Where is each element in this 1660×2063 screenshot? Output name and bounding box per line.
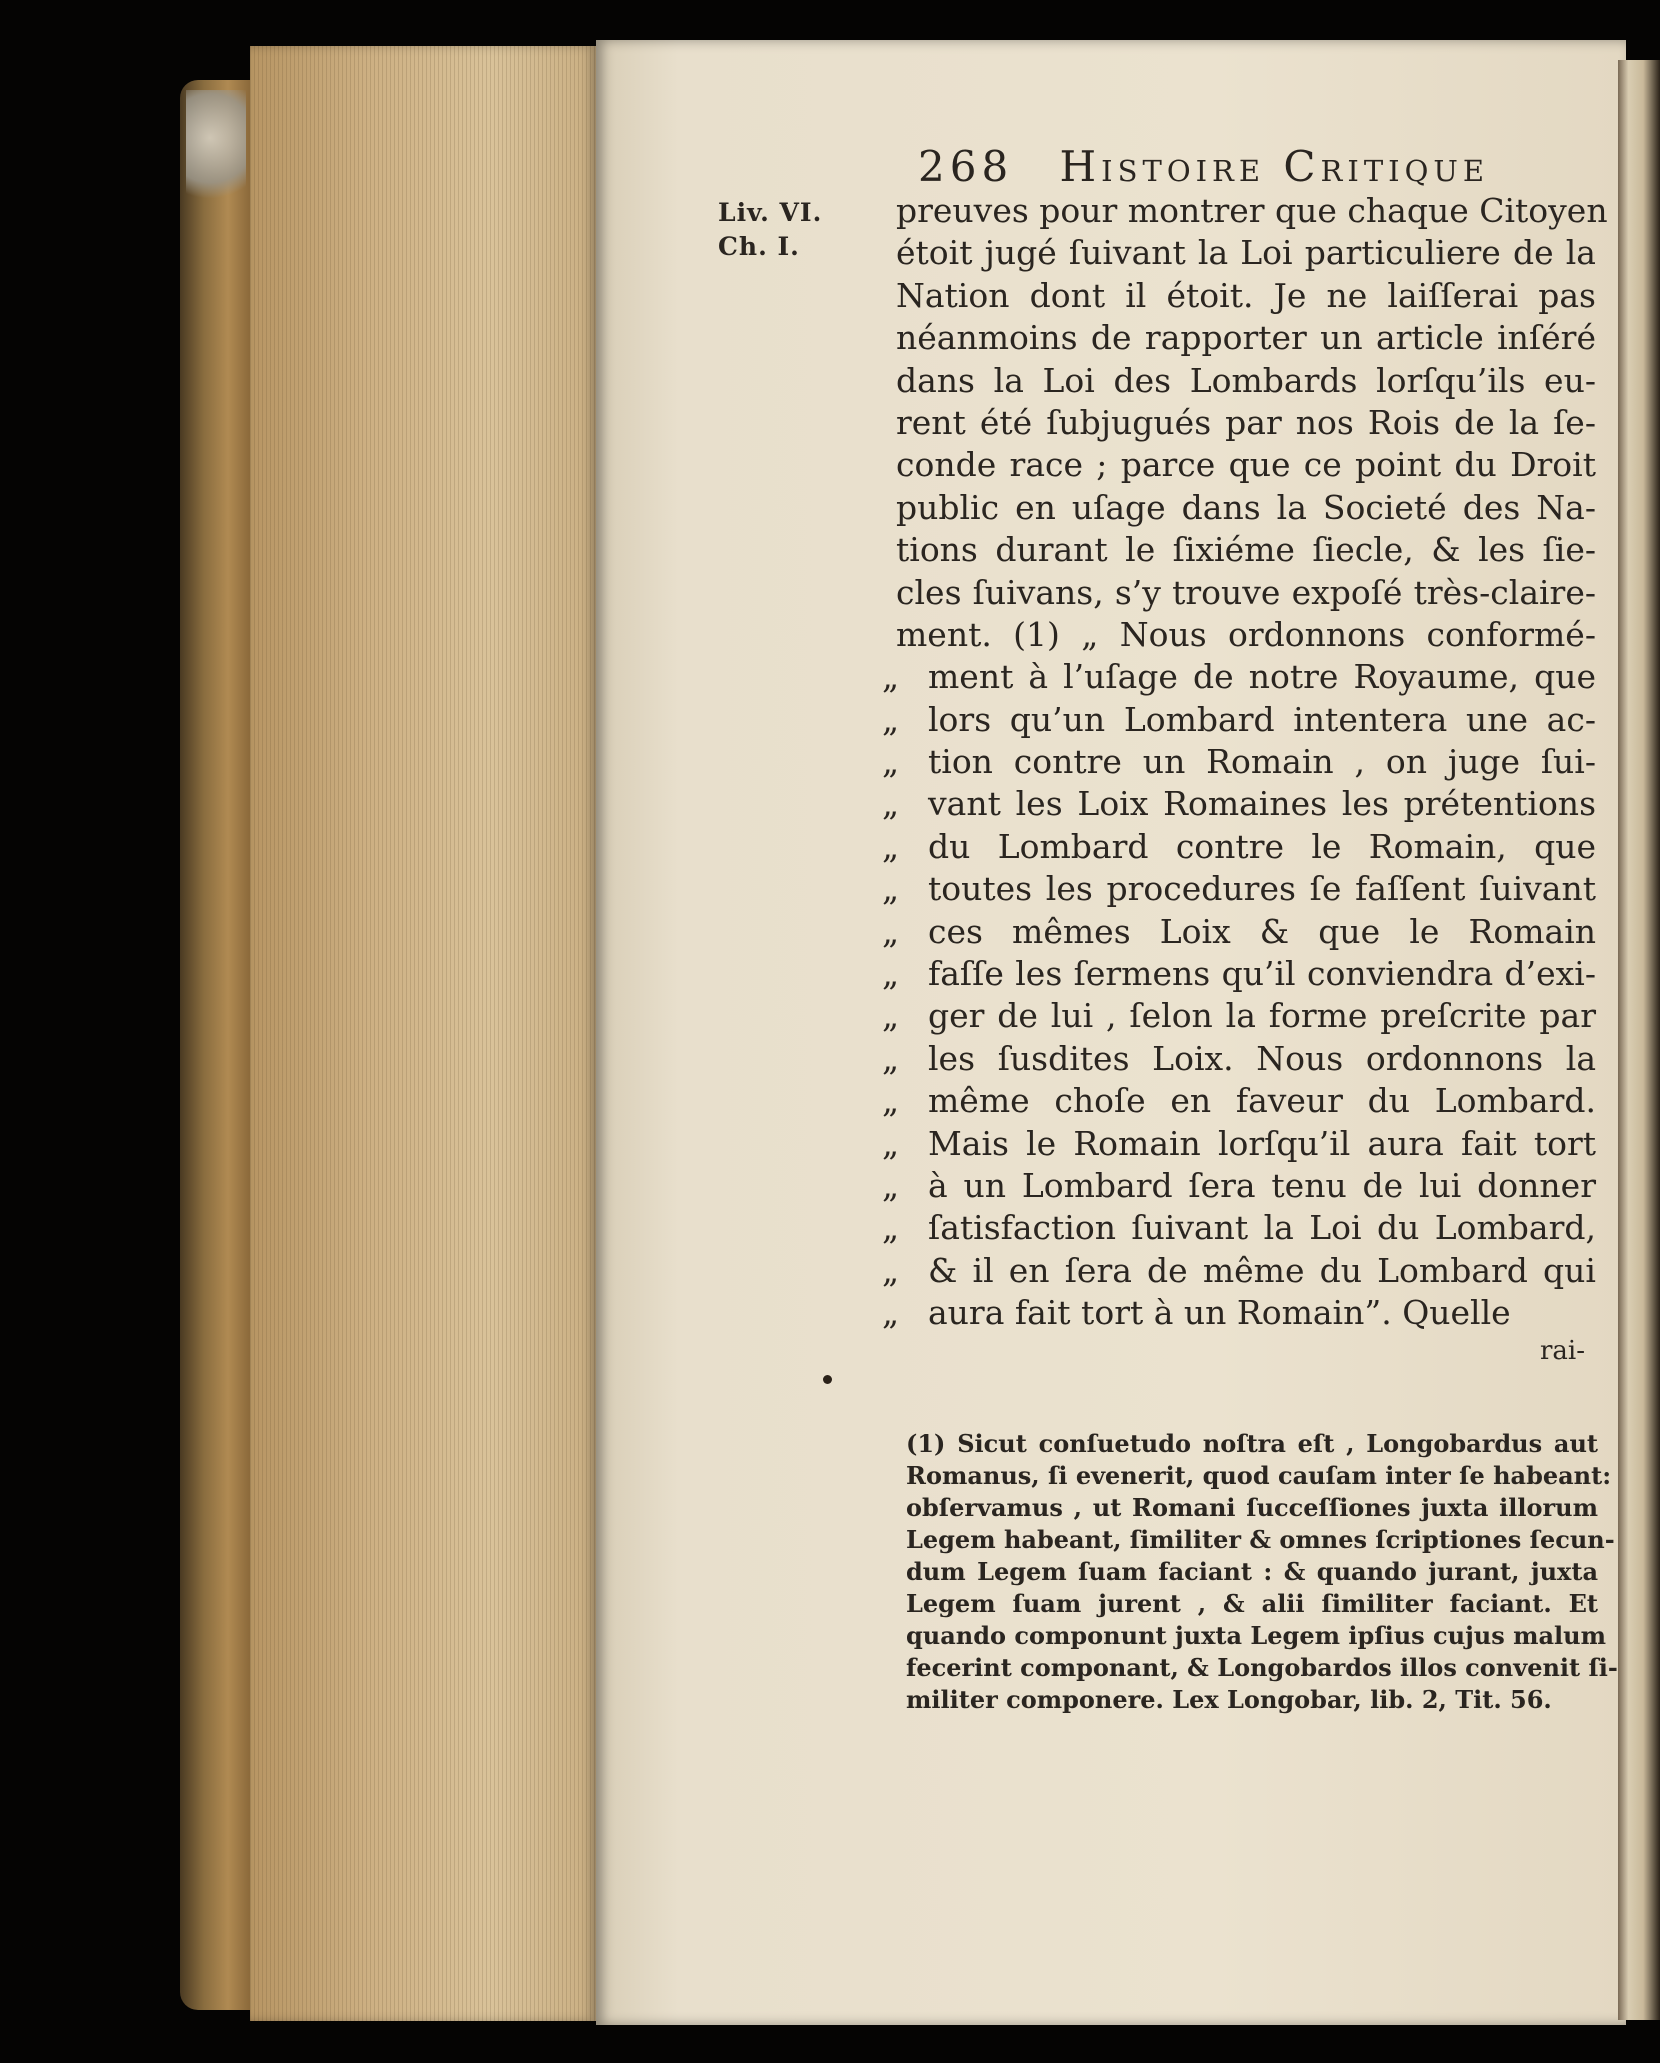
catchword: rai- bbox=[1540, 1336, 1586, 1366]
page-number: 268 bbox=[918, 142, 1014, 191]
text-line bbox=[896, 317, 1596, 359]
text-line-content: toutes les procedures ſe faſſent ſuivant bbox=[928, 869, 1596, 909]
quote-mark: „ bbox=[882, 1208, 900, 1248]
text-line-content: faſſe les ſermens qu’il conviendra d’exi- bbox=[928, 954, 1596, 994]
quote-mark: „ bbox=[882, 1165, 900, 1205]
text-line bbox=[882, 826, 1596, 868]
text-line bbox=[896, 275, 1596, 317]
quote-mark: „ bbox=[882, 1123, 900, 1163]
text-line bbox=[896, 529, 1596, 571]
text-line bbox=[882, 1080, 1596, 1122]
text-line-content: public en uſage dans la Societé des Na- bbox=[896, 487, 1596, 527]
text-line bbox=[882, 1207, 1596, 1249]
text-line-content: les ſusdites Loix. Nous ordonnons la bbox=[928, 1038, 1596, 1078]
text-line bbox=[882, 783, 1596, 825]
text-line bbox=[882, 1123, 1596, 1165]
text-line-content: du Lombard contre le Romain, que bbox=[928, 826, 1596, 866]
quote-mark: „ bbox=[882, 1038, 900, 1078]
text-line-content: ces mêmes Loix & que le Romain bbox=[928, 911, 1596, 951]
text-line bbox=[896, 572, 1596, 614]
footnote-line: Legem ſuam jurent , & alii ſimiliter faciant. Et bbox=[906, 1589, 1598, 1618]
spine-damage bbox=[186, 90, 246, 210]
text-line bbox=[882, 1250, 1596, 1292]
text-line-content: étoit jugé ſuivant la Loi particuliere de la bbox=[896, 233, 1596, 273]
quote-mark: „ bbox=[882, 1293, 900, 1333]
text-line bbox=[896, 190, 1608, 232]
text-line-content: Mais le Romain lorſqu’il aura fait tort bbox=[928, 1123, 1596, 1163]
text-line-content: à un Lombard ſera tenu de lui donner bbox=[928, 1165, 1596, 1205]
footnote-line: militer componere. Lex Longobar, lib. 2, Tit. 56. bbox=[906, 1685, 1552, 1714]
text-line-content: ment. (1) „ Nous ordonnons conformé- bbox=[896, 614, 1596, 654]
text-line bbox=[896, 232, 1596, 274]
text-line-content: ſatisfaction ſuivant la Loi du Lombard, bbox=[928, 1208, 1596, 1248]
text-line-content: vant les Loix Romaines les prétentions bbox=[928, 784, 1596, 824]
footnote-line: obſervamus , ut Romani ſucceſſiones juxta illorum bbox=[906, 1493, 1598, 1522]
footnote bbox=[906, 1428, 1618, 1716]
text-line bbox=[882, 1292, 1596, 1334]
footnote-line: dum Legem ſuam faciant : & quando jurant, juxta bbox=[906, 1557, 1598, 1586]
margin-note-book: Liv. VI. bbox=[718, 198, 823, 227]
quote-mark: „ bbox=[882, 1081, 900, 1121]
facing-page-edge bbox=[1618, 60, 1660, 2020]
text-line bbox=[896, 614, 1596, 656]
quote-mark: „ bbox=[882, 742, 900, 782]
text-line bbox=[896, 402, 1596, 444]
text-line bbox=[882, 699, 1596, 741]
body-text bbox=[882, 190, 1608, 1335]
text-line bbox=[896, 444, 1596, 486]
text-line bbox=[882, 953, 1596, 995]
text-line-content: dans la Loi des Lombards lorſqu’ils eu- bbox=[896, 360, 1596, 400]
text-line-content: preuves pour montrer que chaque Citoyen bbox=[896, 191, 1608, 230]
text-line-content: ment à l’uſage de notre Royaume, que bbox=[928, 657, 1596, 697]
quote-mark: „ bbox=[882, 996, 900, 1036]
text-line-content: & il en ſera de même du Lombard qui bbox=[928, 1250, 1596, 1290]
quote-mark: „ bbox=[882, 1250, 900, 1290]
footnote-line: Legem habeant, ſimiliter & omnes ſcriptiones ſecun- bbox=[906, 1525, 1615, 1554]
quote-mark: „ bbox=[882, 826, 900, 866]
footnote-line: Romanus, ſi evenerit, quod cauſam inter ſe habeant: bbox=[906, 1461, 1612, 1490]
quote-mark: „ bbox=[882, 657, 900, 697]
text-line bbox=[896, 487, 1596, 529]
text-line-content: aura fait tort à un Romain”. Quelle bbox=[928, 1293, 1511, 1333]
text-line bbox=[882, 868, 1596, 910]
text-line-content: néanmoins de rapporter un article inſéré bbox=[896, 318, 1596, 358]
text-line-content: tions durant le ſixiéme ſiecle, & les ſie- bbox=[896, 530, 1596, 570]
text-line bbox=[882, 911, 1596, 953]
text-line bbox=[882, 1038, 1596, 1080]
text-line-content: conde race ; parce que ce point du Droit bbox=[896, 445, 1596, 485]
quote-mark: „ bbox=[882, 784, 900, 824]
quote-mark: „ bbox=[882, 954, 900, 994]
footnote-line: fecerint componant, & Longobardos illos convenit ſi- bbox=[906, 1653, 1618, 1682]
text-line-content: Nation dont il étoit. Je ne laiſſerai pas bbox=[896, 275, 1596, 315]
quote-mark: „ bbox=[882, 911, 900, 951]
page-block-edge bbox=[250, 46, 596, 2021]
running-title: Histoire Critique bbox=[1059, 142, 1490, 191]
text-line-content: lors qu’un Lombard intentera une ac- bbox=[928, 699, 1596, 739]
ink-speck bbox=[823, 1375, 832, 1384]
margin-note-chapter: Ch. I. bbox=[718, 232, 800, 261]
quote-mark: „ bbox=[882, 699, 900, 739]
text-line bbox=[896, 360, 1596, 402]
footnote-line: quando componunt juxta Legem ipſius cujus malum bbox=[906, 1621, 1606, 1650]
text-line-content: tion contre un Romain , on juge ſui- bbox=[928, 742, 1596, 782]
text-line bbox=[882, 656, 1596, 698]
running-header bbox=[918, 142, 1618, 191]
text-line-content: ger de lui , ſelon la forme preſcrite par bbox=[928, 996, 1596, 1036]
text-line-content: rent été ſubjugués par nos Rois de la ſe- bbox=[896, 402, 1596, 442]
text-line-content: même choſe en faveur du Lombard. bbox=[928, 1081, 1596, 1121]
text-line bbox=[882, 741, 1596, 783]
quote-mark: „ bbox=[882, 869, 900, 909]
margin-note bbox=[718, 196, 898, 264]
text-line bbox=[882, 1165, 1596, 1207]
book-spine bbox=[180, 80, 260, 2010]
text-line-content: cles ſuivans, s’y trouve expoſé très-claire- bbox=[896, 572, 1596, 612]
text-line bbox=[882, 995, 1596, 1037]
footnote-line: (1) Sicut conſuetudo noſtra eſt , Longobardus aut bbox=[906, 1429, 1598, 1458]
